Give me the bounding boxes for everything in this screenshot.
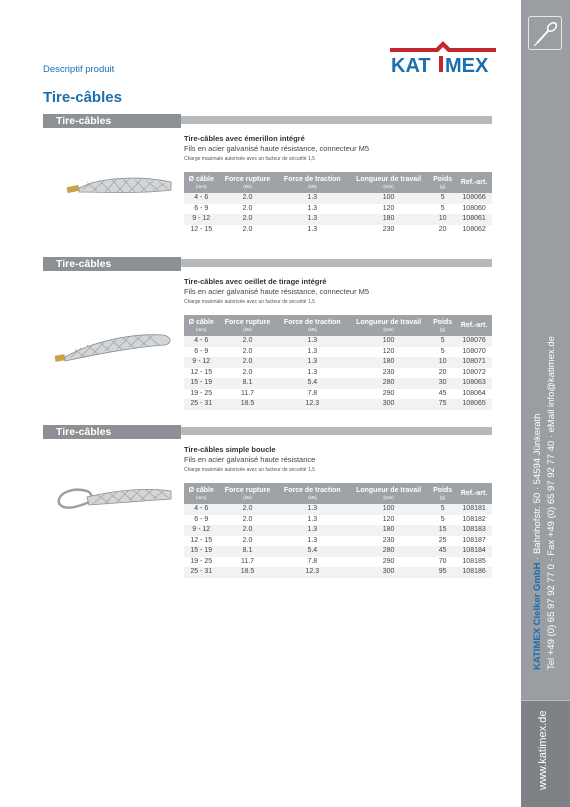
column-header <box>429 172 456 193</box>
table-cell: 12 - 15 <box>184 368 218 379</box>
table-cell: 100 <box>348 193 429 204</box>
column-header <box>348 172 429 193</box>
table-cell: 2.0 <box>218 204 276 215</box>
table-cell: 5 <box>429 204 456 215</box>
column-header <box>184 172 218 193</box>
table-cell: 2.0 <box>218 368 276 379</box>
table-cell: 120 <box>348 204 429 215</box>
section-bar-title: Tire-câbles <box>43 114 181 128</box>
table-cell: 108062 <box>456 225 492 236</box>
table-cell: 12.3 <box>277 567 348 578</box>
column-header <box>429 315 456 336</box>
section-note: Charge maximale autorisée avec un facteur de sécurité 1,5 <box>184 299 315 305</box>
section-description <box>184 134 492 162</box>
table-cell: 5 <box>429 193 456 204</box>
table-cell: 230 <box>348 225 429 236</box>
table-row <box>184 214 492 225</box>
column-header-unit: (mm) <box>195 326 207 332</box>
table-cell: 10 <box>429 214 456 225</box>
table-cell: 290 <box>348 389 429 400</box>
table-cell: 7.8 <box>277 557 348 568</box>
table-cell: 108071 <box>456 357 492 368</box>
table-cell: 108061 <box>456 214 492 225</box>
column-header-unit: (kN) <box>308 326 317 332</box>
column-header-label: Poids <box>433 486 453 494</box>
column-header-unit: (mm) <box>195 494 207 500</box>
table-cell: 5 <box>429 347 456 358</box>
table-cell: 5 <box>429 504 456 515</box>
table-cell: 8.1 <box>218 378 276 389</box>
section-bar-title: Tire-câbles <box>43 425 181 439</box>
table-row <box>184 536 492 547</box>
section-subtitle: Fils en acier galvanisé haute résistance <box>184 455 316 464</box>
table-body <box>184 504 492 578</box>
column-header-unit: (g) <box>439 494 446 500</box>
table-cell: 6 - 9 <box>184 515 218 526</box>
table-cell: 15 - 19 <box>184 378 218 389</box>
section-bar <box>43 425 492 439</box>
column-header-unit: (mm) <box>383 183 394 189</box>
section-eyelet <box>43 257 492 413</box>
table-cell: 108076 <box>456 336 492 347</box>
column-header-unit: (mm) <box>383 326 394 332</box>
table-cell: 2.0 <box>218 214 276 225</box>
table-cell: 30 <box>429 378 456 389</box>
table-cell: 8.1 <box>218 546 276 557</box>
table-row <box>184 193 492 204</box>
section-bar-rule <box>181 427 492 435</box>
table-cell: 108187 <box>456 536 492 547</box>
table-cell: 18.5 <box>218 567 276 578</box>
table-cell: 180 <box>348 357 429 368</box>
cable-puller-icon <box>528 16 562 50</box>
table-cell: 108066 <box>456 193 492 204</box>
table-cell: 19 - 25 <box>184 557 218 568</box>
table-row <box>184 515 492 526</box>
table-cell: 7.8 <box>277 389 348 400</box>
product-image-eyelet <box>53 319 175 379</box>
table-cell: 6 - 9 <box>184 204 218 215</box>
table-header-row <box>184 315 492 336</box>
table-cell: 2.0 <box>218 515 276 526</box>
section-title: Tire-câbles simple boucle <box>184 445 276 454</box>
table-cell: 180 <box>348 525 429 536</box>
sidebar-company-line <box>532 414 543 670</box>
table-cell: 1.3 <box>277 536 348 547</box>
table-cell: 108064 <box>456 389 492 400</box>
table-cell: 100 <box>348 504 429 515</box>
table-cell: 25 <box>429 536 456 547</box>
table-cell: 1.3 <box>277 368 348 379</box>
table-row <box>184 557 492 568</box>
column-header-unit: (kN) <box>308 494 317 500</box>
table-cell: 9 - 12 <box>184 357 218 368</box>
column-header-unit: (kN) <box>308 183 317 189</box>
table-cell: 2.0 <box>218 536 276 547</box>
column-header-label: Ref.-art. <box>460 178 488 186</box>
product-image-swivel <box>53 156 175 216</box>
table-cell: 5.4 <box>277 546 348 557</box>
table-row <box>184 336 492 347</box>
table-cell: 108186 <box>456 567 492 578</box>
column-header-unit: (mm) <box>195 183 207 189</box>
table-cell: 20 <box>429 225 456 236</box>
sidebar-contact-line: Tel +49 (0) 65 97 92 77 0 · Fax +49 (0) 65 97 92 77 40 · eMail info@katimex.de <box>546 336 557 670</box>
column-header <box>456 315 492 336</box>
column-header-unit: (g) <box>439 326 446 332</box>
table-row <box>184 378 492 389</box>
table-cell: 5.4 <box>277 378 348 389</box>
table-cell: 100 <box>348 336 429 347</box>
column-header <box>184 483 218 504</box>
table-cell: 10 <box>429 357 456 368</box>
column-header <box>218 315 276 336</box>
column-header-label: Force de traction <box>283 486 341 494</box>
table-cell: 108060 <box>456 204 492 215</box>
table-cell: 2.0 <box>218 225 276 236</box>
section-bar <box>43 114 492 128</box>
column-header-label: Ref.-art. <box>460 321 488 329</box>
table-cell: 230 <box>348 536 429 547</box>
company-address: · Bahnhofstr. 50 · 54594 Jünkerath <box>532 413 543 563</box>
table-cell: 108063 <box>456 378 492 389</box>
table-cell: 70 <box>429 557 456 568</box>
svg-text:KAT: KAT <box>391 55 431 77</box>
table-cell: 12.3 <box>277 399 348 410</box>
table-cell: 1.3 <box>277 525 348 536</box>
column-header-label: Ø câble <box>188 175 214 183</box>
column-header-label: Force rupture <box>224 318 271 326</box>
svg-text:MEX: MEX <box>445 55 489 77</box>
table-cell: 45 <box>429 546 456 557</box>
section-note: Charge maximale autorisée avec un facteur de sécurité 1,5 <box>184 156 315 162</box>
table-cell: 108072 <box>456 368 492 379</box>
section-subtitle: Fils en acier galvanisé haute résistance, connecteur M5 <box>184 144 370 153</box>
table-row <box>184 504 492 515</box>
table-cell: 290 <box>348 557 429 568</box>
table-cell: 2.0 <box>218 347 276 358</box>
product-image-single-loop <box>53 473 175 533</box>
table-cell: 108181 <box>456 504 492 515</box>
table-cell: 12 - 15 <box>184 225 218 236</box>
table-cell: 11.7 <box>218 557 276 568</box>
table-cell: 4 - 6 <box>184 193 218 204</box>
column-header-unit: (kN) <box>243 494 252 500</box>
table-row <box>184 368 492 379</box>
section-single-loop <box>43 425 492 581</box>
table-cell: 19 - 25 <box>184 389 218 400</box>
table-row <box>184 347 492 358</box>
sidebar-website[interactable]: www.katimex.de <box>537 710 549 790</box>
table-cell: 45 <box>429 389 456 400</box>
table-cell: 108182 <box>456 515 492 526</box>
table-cell: 280 <box>348 546 429 557</box>
spec-table-single-loop <box>184 483 492 578</box>
column-header <box>429 483 456 504</box>
page-label: Descriptif produit <box>43 64 115 75</box>
table-cell: 5 <box>429 336 456 347</box>
table-cell: 1.3 <box>277 225 348 236</box>
table-cell: 95 <box>429 567 456 578</box>
column-header <box>277 315 348 336</box>
table-row <box>184 225 492 236</box>
table-row <box>184 399 492 410</box>
table-cell: 280 <box>348 378 429 389</box>
column-header-label: Poids <box>433 318 453 326</box>
table-cell: 108183 <box>456 525 492 536</box>
table-cell: 12 - 15 <box>184 536 218 547</box>
section-title: Tire-câbles avec oeillet de tirage intégré <box>184 277 327 286</box>
table-row <box>184 525 492 536</box>
column-header-label: Ø câble <box>188 318 214 326</box>
section-title: Tire-câbles avec émerillon intégré <box>184 134 305 143</box>
table-body <box>184 336 492 410</box>
table-cell: 108185 <box>456 557 492 568</box>
table-cell: 1.3 <box>277 204 348 215</box>
table-cell: 18.5 <box>218 399 276 410</box>
column-header <box>348 483 429 504</box>
section-swivel <box>43 114 492 239</box>
column-header <box>456 483 492 504</box>
table-cell: 1.3 <box>277 347 348 358</box>
table-row <box>184 389 492 400</box>
table-row <box>184 546 492 557</box>
table-cell: 108184 <box>456 546 492 557</box>
table-cell: 6 - 9 <box>184 347 218 358</box>
table-cell: 108065 <box>456 399 492 410</box>
table-cell: 2.0 <box>218 357 276 368</box>
column-header-label: Force de traction <box>283 175 341 183</box>
table-cell: 15 - 19 <box>184 546 218 557</box>
table-cell: 75 <box>429 399 456 410</box>
column-header <box>456 172 492 193</box>
company-name: KATIMEX Cielker GmbH <box>532 562 543 670</box>
table-body <box>184 193 492 235</box>
table-cell: 9 - 12 <box>184 214 218 225</box>
table-row <box>184 357 492 368</box>
table-cell: 1.3 <box>277 214 348 225</box>
table-cell: 108070 <box>456 347 492 358</box>
column-header-label: Longueur de travail <box>356 175 422 183</box>
table-cell: 25 - 31 <box>184 399 218 410</box>
spec-table-swivel <box>184 172 492 235</box>
table-cell: 9 - 12 <box>184 525 218 536</box>
column-header-unit: (kN) <box>243 183 252 189</box>
column-header <box>277 483 348 504</box>
table-cell: 2.0 <box>218 525 276 536</box>
column-header-label: Longueur de travail <box>356 486 422 494</box>
column-header-unit: (mm) <box>383 494 394 500</box>
column-header-label: Force rupture <box>224 486 271 494</box>
column-header-label: Ref.-art. <box>460 489 488 497</box>
table-cell: 230 <box>348 368 429 379</box>
table-cell: 300 <box>348 567 429 578</box>
section-description <box>184 277 492 305</box>
table-cell: 4 - 6 <box>184 336 218 347</box>
table-cell: 11.7 <box>218 389 276 400</box>
spec-table-eyelet <box>184 315 492 410</box>
table-cell: 1.3 <box>277 515 348 526</box>
table-cell: 15 <box>429 525 456 536</box>
page-title: Tire-câbles <box>43 89 122 106</box>
section-description <box>184 445 492 473</box>
column-header-unit: (kN) <box>243 326 252 332</box>
section-bar-rule <box>181 259 492 267</box>
section-subtitle: Fils en acier galvanisé haute résistance, connecteur M5 <box>184 287 370 296</box>
table-header-row <box>184 483 492 504</box>
table-cell: 2.0 <box>218 193 276 204</box>
table-cell: 1.3 <box>277 357 348 368</box>
column-header-label: Force rupture <box>224 175 271 183</box>
table-cell: 300 <box>348 399 429 410</box>
column-header <box>277 172 348 193</box>
column-header <box>184 315 218 336</box>
table-cell: 1.3 <box>277 336 348 347</box>
section-bar-rule <box>181 116 492 124</box>
section-note: Charge maximale autorisée avec un facteur de sécurité 1,5 <box>184 467 315 473</box>
table-cell: 180 <box>348 214 429 225</box>
table-header-row <box>184 172 492 193</box>
column-header <box>218 172 276 193</box>
column-header-label: Longueur de travail <box>356 318 422 326</box>
column-header-label: Poids <box>433 175 453 183</box>
table-cell: 20 <box>429 368 456 379</box>
table-cell: 25 - 31 <box>184 567 218 578</box>
column-header <box>218 483 276 504</box>
column-header-unit: (g) <box>439 183 446 189</box>
table-cell: 5 <box>429 515 456 526</box>
table-cell: 4 - 6 <box>184 504 218 515</box>
column-header-label: Force de traction <box>283 318 341 326</box>
table-row <box>184 567 492 578</box>
section-bar <box>43 257 492 271</box>
table-cell: 120 <box>348 347 429 358</box>
katimex-logo <box>388 38 498 78</box>
table-cell: 2.0 <box>218 336 276 347</box>
column-header-label: Ø câble <box>188 486 214 494</box>
table-row <box>184 204 492 215</box>
table-cell: 1.3 <box>277 504 348 515</box>
column-header <box>348 315 429 336</box>
table-cell: 1.3 <box>277 193 348 204</box>
table-cell: 120 <box>348 515 429 526</box>
section-bar-title: Tire-câbles <box>43 257 181 271</box>
table-cell: 2.0 <box>218 504 276 515</box>
